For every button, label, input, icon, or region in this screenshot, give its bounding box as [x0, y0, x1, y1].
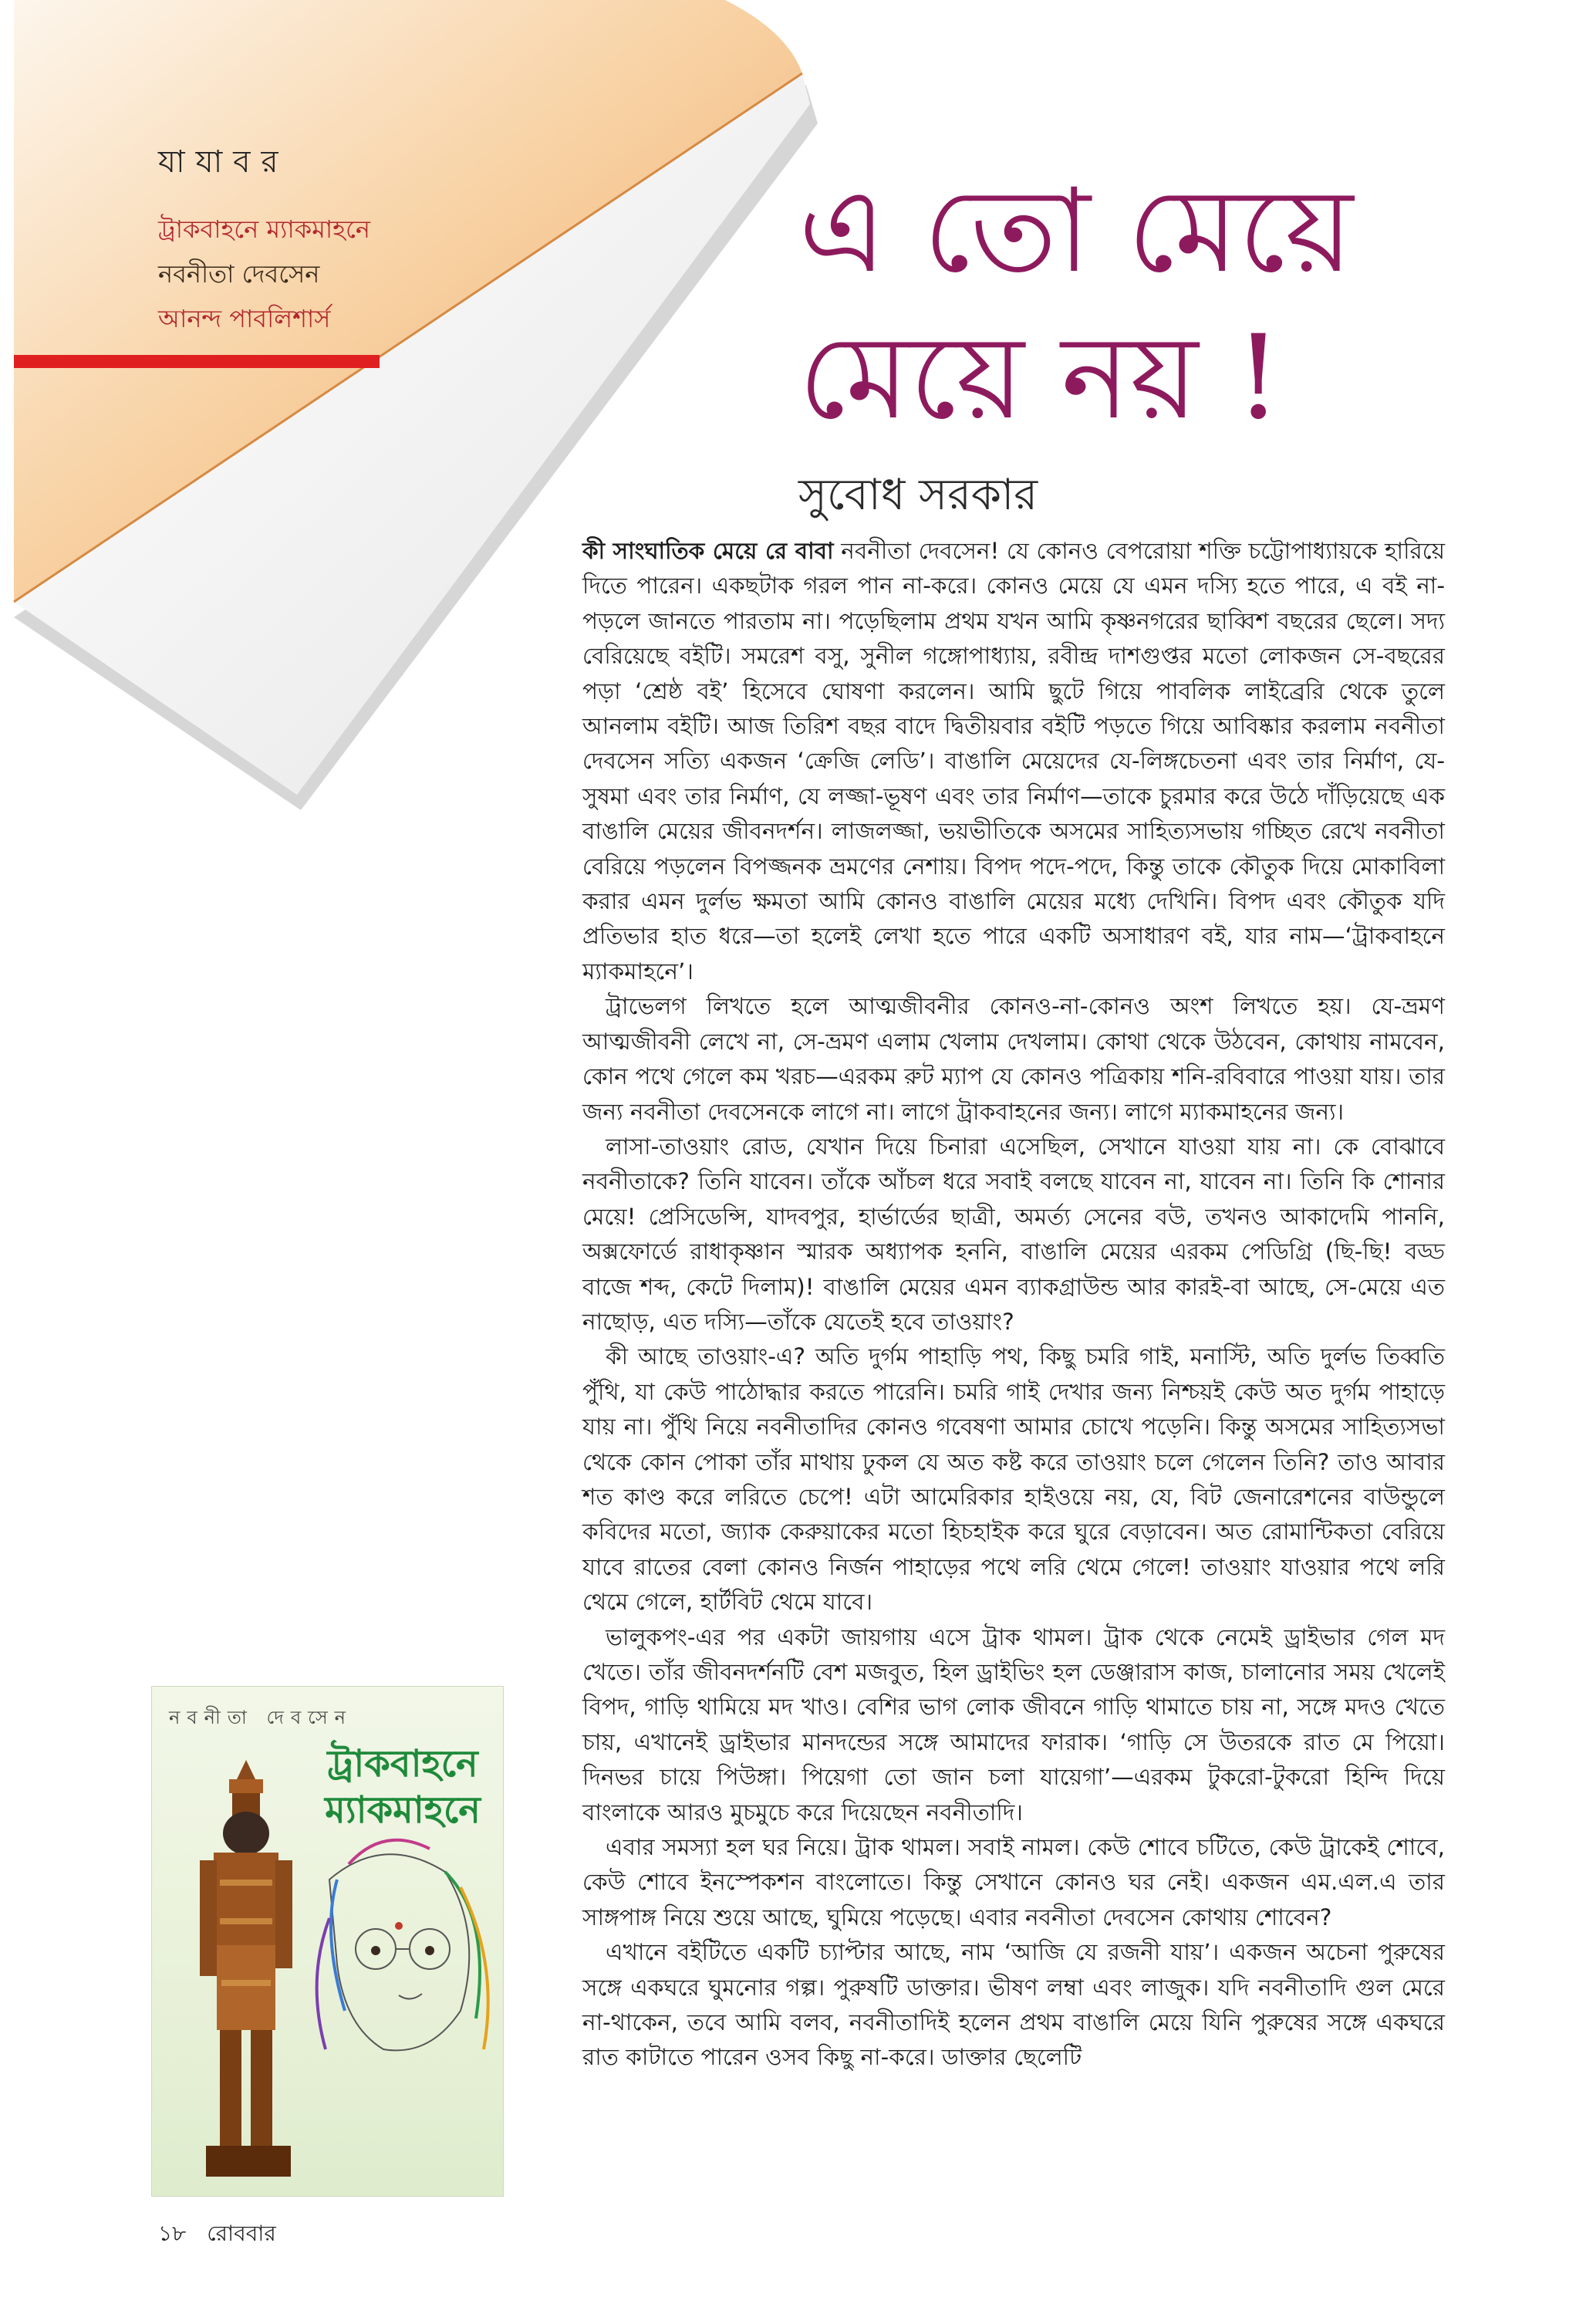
cover-title: [310, 1741, 495, 1833]
headline: [798, 158, 1539, 451]
book-title: ট্রাকবাহনে ম্যাকমাহনে: [158, 214, 370, 244]
book-cover-image: [151, 1686, 504, 2197]
byline-author: সুবোধ সরকার: [798, 470, 1038, 520]
page-number: ১৮: [158, 2221, 187, 2246]
book-author: নবনীতা দেবসেন: [158, 259, 320, 289]
book-publisher: আনন্দ পাবলিশার্স: [158, 304, 331, 333]
article-paragraph: ভালুকপং-এর পর একটা জায়গায় এসে ট্রাক থামল। ট্রাক থেকে নেমেই ড্রাইভার গেল মদ খেতে। তাঁর জীবনদর্শনটি বেশ মজবুত, হিল ড্রাইভিং হল ডেঞ্জারাস কাজ, চালানোর সময় খেলেই বিপদ, গাড়ি থামিয়ে মদ খাও। বেশির ভাগ লোক জীবনে গাড়ি থামাতে চায় না, সঙ্গে মদও খেতে চায়, এখানেই ড্রাইভার মানদন্ডের সঙ্গে আমাদের ফারাক। ‘গাড়ি সে উতরকে রাত মে পিয়ো। দিনভর চায়ে পিউঙ্গা। পিয়েগা তো জান চলা যায়েগা’—এরকম টুকরো-টুকরো হিন্দি দিয়ে বাংলাকে আরও মুচমুচে করে দিয়েছেন নবনীতাদি।: [582, 1623, 1445, 1826]
red-rule-divider: [14, 355, 380, 368]
article-paragraph: লাসা-তাওয়াং রোড, যেখান দিয়ে চিনারা এসেছিল, সেখানে যাওয়া যায় না। কে বোঝাবে নবনীতাকে? তিনি যাবেন। তাঁকে আঁচল ধরে সবাই বলছে যাবেন না, যাবেন না। তিনি কি শোনার মেয়ে! প্রেসিডেন্সি, যাদবপুর, হার্ভার্ডের ছাত্রী, অমর্ত্য সেনের বউ, তখনও আকাদেমি পাননি, অক্সফোর্ডে রাধাকৃষ্ণান স্মারক অধ্যাপক হননি, বাঙালি মেয়ের এরকম পেডিগ্রি (ছি-ছি! বড্ড বাজে শব্দ, কেটে দিলাম)! বাঙালি মেয়ের এমন ব্যাকগ্রাউন্ড আর কারই-বা আছে, সে-মেয়ে এত নাছোড়, এত দস্যি—তাঁকে যেতেই হবে তাওয়াং?: [582, 1133, 1445, 1335]
article-paragraph: ট্রাভেলগ লিখতে হলে আত্মজীবনীর কোনও-না-কোনও অংশ লিখতে হয়। যে-ভ্রমণ আত্মজীবনী লেখে না, সে-ভ্রমণ এলাম খেলাম দেখলাম। কোথা থেকে উঠবেন, কোথায় নামবেন, কোন পথে গেলে কম খরচ—এরকম রুট ম্যাপ যে কোনও পত্রিকায় শনি-রবিবারে পাওয়া যায়। তার জন্য নবনীতা দেবসেনকে লাগে না। লাগে ট্রাকবাহনের জন্য। লাগে ম্যাকমাহনের জন্য।: [582, 993, 1445, 1125]
article-paragraph: [582, 534, 1445, 989]
page-footer: [158, 2217, 276, 2253]
cover-author: নবনীতা দেবসেন: [169, 1707, 353, 1728]
headline-line-1: এ তো মেয়ে: [798, 164, 1354, 299]
article-paragraph-text: নবনীতা দেবসেন! যে কোনও বেপরোয়া শক্তি চট্টোপাধ্যায়কে হারিয়ে দিতে পারেন। একছটাক গরল পান না-করে। কোনও মেয়ে যে এমন দস্যি হতে পারে, এ বই না-পড়লে জানতে পারতাম না। পড়েছিলাম প্রথম যখন আমি কৃষ্ণনগরের ছাব্বিশ বছরের ছেলে। সদ্য বেরিয়েছে বইটি। সমরেশ বসু, সুনীল গঙ্গোপাধ্যায়, রবীন্দ্র দাশগুপ্তর মতো লোকজন সে-বছরের পড়া ‘শ্রেষ্ঠ বই’ হিসেবে ঘোষণা করলেন। আমি ছুটে গিয়ে পাবলিক লাইব্রেরি থেকে তুলে আনলাম বইটি। আজ তিরিশ বছর বাদে দ্বিতীয়বার বইটি পড়তে গিয়ে আবিষ্কার করলাম নবনীতা দেবসেন সত্যি একজন ‘ক্রেজি লেডি’। বাঙালি মেয়েদের যে-লিঙ্গচেতনা এবং তার নির্মাণ, যে-সুষমা এবং তার নির্মাণ, যে লজ্জা-ভূষণ এবং তার নির্মাণ—তাকে চুরমার করে উঠে দাঁড়িয়েছে এক বাঙালি মেয়ের জীবনদর্শন। লাজলজ্জা, ভয়ভীতিকে অসমের সাহিত্যসভায় গচ্ছিত রেখে নবনীতা বেরিয়ে পড়লেন বিপজ্জনক ভ্রমণের নেশায়। বিপদ পদে-পদে, কিন্তু তাকে কৌতুক দিয়ে মোকাবিলা করার এমন দুর্লভ ক্ষমতা আমি কোনও বাঙালি মেয়ের মধ্যে দেখিনি। বিপদ এবং কৌতুক যদি প্রতিভার হাত ধরে—তা হলেই লেখা হতে পারে একটি অসাধারণ বই, যার নাম—‘ট্রাকবাহনে ম্যাকমাহনে’।: [582, 538, 1445, 985]
footer-section: রোববার: [207, 2221, 276, 2246]
article-paragraph: এবার সমস্যা হল ঘর নিয়ে। ট্রাক থামল। সবাই নামল। কেউ শোবে চটিতে, কেউ ট্রাকেই শোবে, কেউ শোবে ইনস্পেকশন বাংলোতে। কিন্তু সেখানে কোনও ঘর নেই। একজন এম.এল.এ তার সাঙ্গপাঙ্গ নিয়ে শুয়ে আছে, ঘুমিয়ে পড়েছে। এবার নবনীতা দেবসেন কোথায় শোবেন?: [582, 1834, 1445, 1930]
cover-title-line-2: ম্যাকমাহনে: [325, 1789, 481, 1832]
article-paragraph: কী আছে তাওয়াং-এ? অতি দুর্গম পাহাড়ি পথ, কিছু চমরি গাই, মনাস্টি, অতি দুর্লভ তিব্বতি পুঁথি, যা কেউ পাঠোদ্ধার করতে পারেনি। চমরি গাই দেখার জন্য নিশ্চয়ই কেউ অত দুর্গম পাহাড়ে যায় না। পুঁথি নিয়ে নবনীতাদির কোনও গবেষণা আমার চোখে পড়েনি। কিন্তু অসমের সাহিত্যসভা থেকে কোন পোকা তাঁর মাথায় ঢুকল যে অত কষ্ট করে তাওয়াং চলে গেলেন তিনি? তাও আবার শত কাণ্ড করে লরিতে চেপে! এটা আমেরিকার হাইওয়ে নয়, যে, বিট জেনারেশনের বাউন্ডুলে কবিদের মতো, জ্যাক কেরুয়াকের মতো হিচহাইক করে ঘুরে বেড়াবেন। অত রোমান্টিকতা বেরিয়ে যাবে রাতের বেলা কোনও নির্জন পাহাড়ের পথে লরি থেমে গেলে! তাওয়াং যাওয়ার পথে লরি থেমে গেলে, হার্টবিট থেমে যাবে।: [582, 1343, 1445, 1616]
section-label: যাযাবর: [158, 144, 289, 180]
cover-title-line-1: ট্রাকবাহনে: [327, 1742, 478, 1785]
article-body: [582, 534, 1445, 2076]
article-paragraph: এখানে বইটিতে একটি চ্যাপ্টার আছে, নাম ‘আজি যে রজনী যায়’। একজন অচেনা পুরুষের সঙ্গে একঘরে ঘুমনোর গল্প। পুরুষটি ডাক্তার। ভীষণ লম্বা এবং লাজুক। যদি নবনীতাদি গুল মেরে না-থাকেন, তবে আমি বলব, নবনীতাদিই হলেন প্রথম বাঙালি মেয়ে যিনি পুরুষের সঙ্গে একঘরে রাত কাটাতে পারেন ওসব কিছু না-করে। ডাক্তার ছেলেটি: [582, 1939, 1445, 2071]
headline-line-2: মেয়ে নয় !: [798, 311, 1282, 445]
article-lead: কী সাংঘাতিক মেয়ে রে বাবা: [582, 538, 834, 564]
